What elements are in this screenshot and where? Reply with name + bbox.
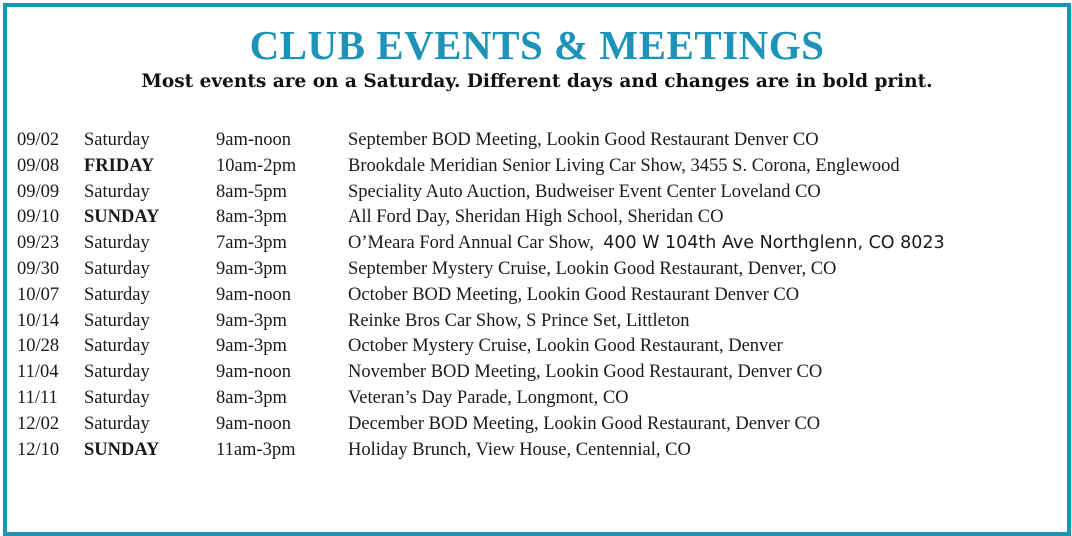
event-time: 8am-3pm [216, 387, 287, 408]
page-subtitle: Most events are on a Saturday. Different days and changes are in bold print. [141, 71, 933, 92]
events-frame [3, 3, 1071, 536]
event-date: 10/07 [17, 284, 60, 305]
event-description [348, 205, 723, 231]
event-day: Saturday [84, 258, 150, 279]
event-time: 7am-3pm [216, 233, 287, 254]
event-day: Saturday [84, 284, 150, 305]
event-description-text: Speciality Auto Auction, Budweiser Event Center Loveland CO [348, 181, 821, 202]
event-time: 9am-noon [216, 362, 292, 383]
event-time: 8am-5pm [216, 181, 287, 202]
event-day: FRIDAY [84, 155, 155, 176]
events-list [17, 128, 1057, 463]
event-date: 09/10 [17, 207, 60, 228]
event-time: 9am-noon [216, 284, 292, 305]
event-description-text: December BOD Meeting, Lookin Good Restaurant, Denver CO [348, 413, 821, 434]
event-row [17, 386, 1057, 412]
event-date: 09/23 [17, 233, 60, 254]
event-date: 11/04 [17, 362, 59, 383]
event-description [348, 309, 690, 335]
event-description [348, 154, 900, 180]
event-date: 12/02 [17, 413, 60, 434]
event-date: 09/08 [17, 155, 60, 176]
event-description-text: October BOD Meeting, Lookin Good Restaurant Denver CO [348, 284, 800, 305]
event-description-text: Reinke Bros Car Show, S Prince Set, Littleton [348, 310, 690, 331]
event-time: 9am-noon [216, 413, 292, 434]
event-time: 11am-3pm [216, 439, 296, 460]
event-date: 10/14 [17, 310, 60, 331]
event-row [17, 438, 1057, 464]
event-day: SUNDAY [84, 207, 160, 228]
event-time: 10am-2pm [216, 155, 297, 176]
event-date: 09/30 [17, 258, 60, 279]
event-description-text: Holiday Brunch, View House, Centennial, CO [348, 439, 691, 460]
event-description [348, 257, 836, 283]
event-day: Saturday [84, 310, 150, 331]
event-description-text: Veteran’s Day Parade, Longmont, CO [348, 387, 629, 408]
event-time: 8am-3pm [216, 207, 287, 228]
event-description [348, 283, 799, 309]
event-description-text: O’Meara Ford Annual Car Show, [348, 233, 599, 254]
event-row [17, 360, 1057, 386]
event-row [17, 334, 1057, 360]
event-description-text: Brookdale Meridian Senior Living Car Show, 3455 S. Corona, Englewood [348, 155, 900, 176]
event-date: 10/28 [17, 336, 60, 357]
event-date: 11/11 [17, 387, 58, 408]
event-description-text: October Mystery Cruise, Lookin Good Restaurant, Denver [348, 336, 783, 357]
event-day: Saturday [84, 387, 150, 408]
event-time: 9am-3pm [216, 258, 287, 279]
event-description [348, 231, 945, 257]
event-description-text: September Mystery Cruise, Lookin Good Restaurant, Denver, CO [348, 258, 837, 279]
event-description [348, 334, 783, 360]
event-date: 12/10 [17, 439, 60, 460]
event-day: Saturday [84, 233, 150, 254]
event-description-text: November BOD Meeting, Lookin Good Restaurant, Denver CO [348, 362, 823, 383]
event-row [17, 205, 1057, 231]
event-day: SUNDAY [84, 439, 160, 460]
event-row [17, 283, 1057, 309]
event-day: Saturday [84, 362, 150, 383]
page-title: CLUB EVENTS & MEETINGS [249, 22, 825, 68]
event-date: 09/09 [17, 181, 60, 202]
event-description-text: September BOD Meeting, Lookin Good Restaurant Denver CO [348, 130, 819, 150]
event-description [348, 128, 819, 154]
event-description [348, 386, 629, 412]
event-row [17, 412, 1057, 438]
event-day: Saturday [84, 336, 150, 357]
event-day: Saturday [84, 181, 150, 202]
event-row [17, 154, 1057, 180]
event-row [17, 128, 1057, 154]
event-row [17, 257, 1057, 283]
event-day: Saturday [84, 130, 150, 150]
event-address-text: 400 W 104th Ave Northglenn, CO 8023 [603, 233, 945, 254]
event-day: Saturday [84, 413, 150, 434]
event-description [348, 412, 820, 438]
event-description-text: All Ford Day, Sheridan High School, Sheridan CO [348, 207, 724, 228]
event-description [348, 180, 821, 206]
event-time: 9am-3pm [216, 336, 287, 357]
event-time: 9am-3pm [216, 310, 287, 331]
event-row [17, 180, 1057, 206]
event-description [348, 438, 691, 464]
event-date: 09/02 [17, 130, 60, 150]
event-description [348, 360, 822, 386]
event-row [17, 309, 1057, 335]
event-time: 9am-noon [216, 130, 292, 150]
event-row [17, 231, 1057, 257]
